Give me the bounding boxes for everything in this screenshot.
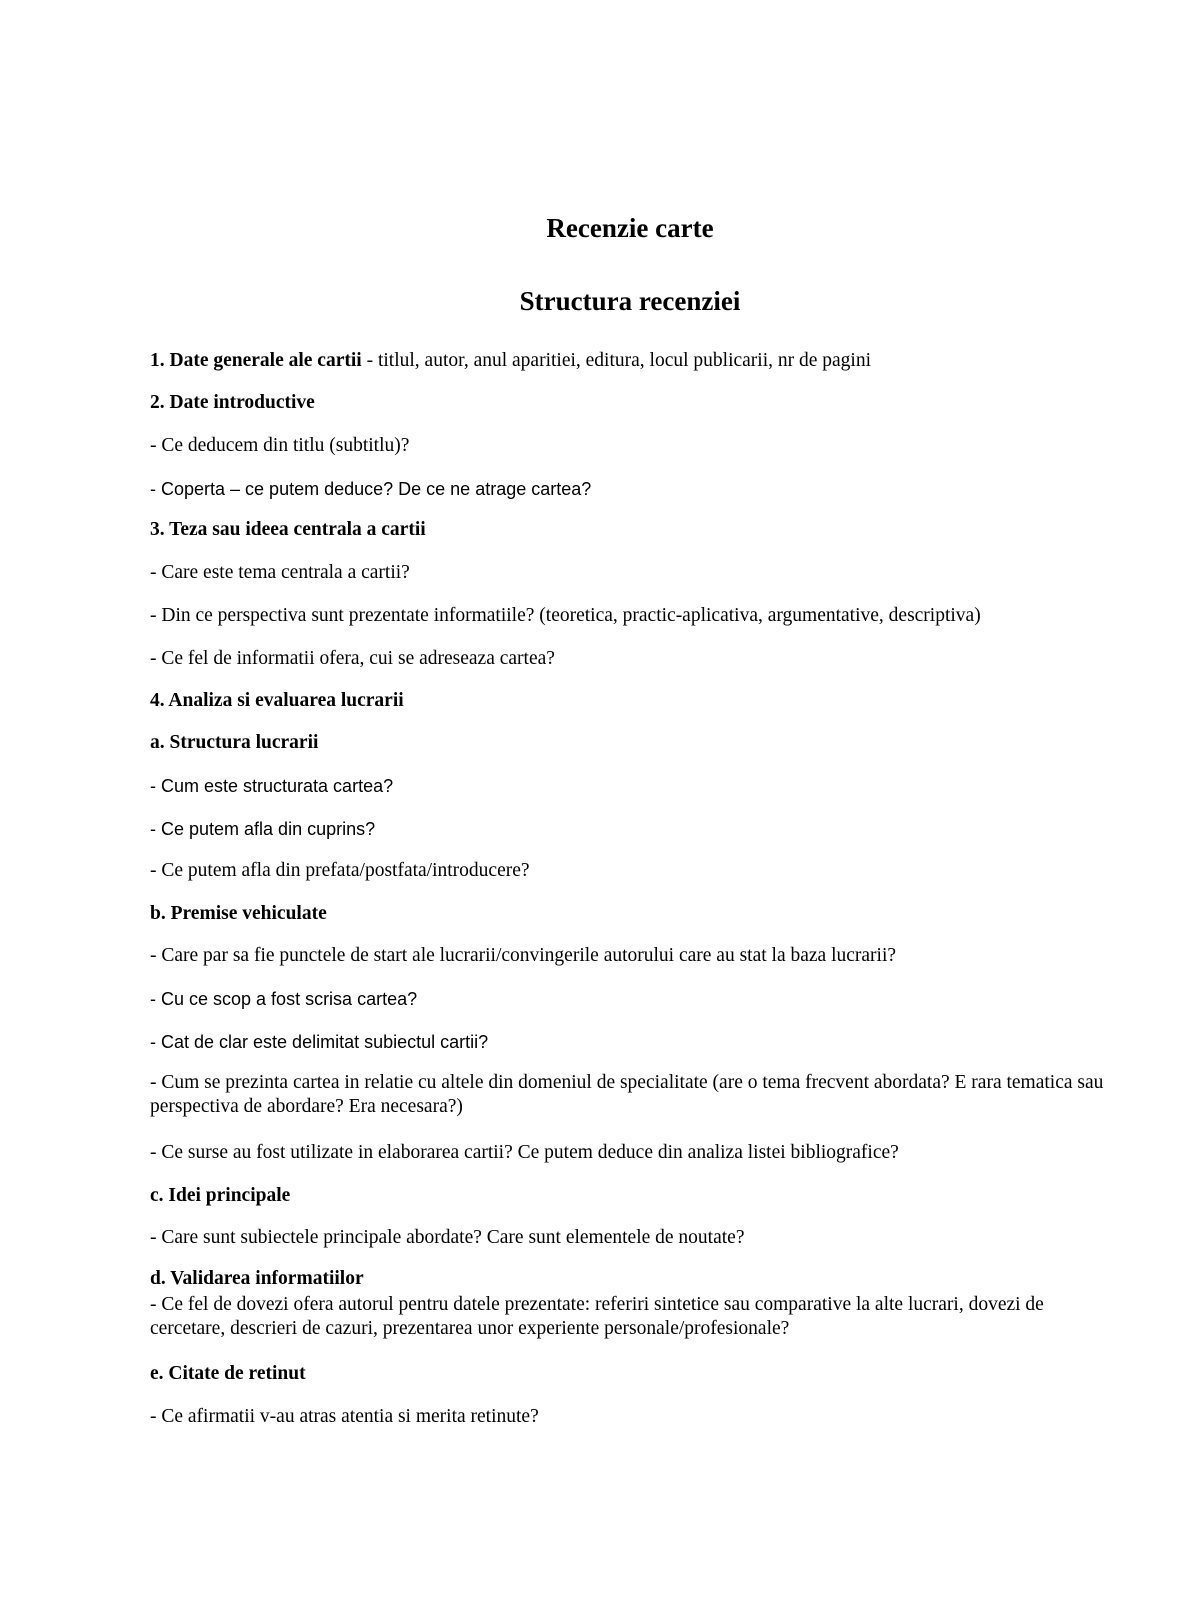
section-3-item: - Ce fel de informatii ofera, cui se adreseaza cartea? (150, 648, 555, 669)
subsection-a-item: - Ce putem afla din prefata/postfata/introducere? (150, 860, 530, 881)
subsection-b-item: - Cum se prezinta cartea in relatie cu altele din domeniul de specialitate (are o tema frecvent abordata? E rara tematica sau perspectiva de abordare? Era necesara?) (150, 1072, 1104, 1117)
subsection-e-heading: e. Citate de retinut (150, 1363, 306, 1384)
section-4-heading: 4. Analiza si evaluarea lucrarii (150, 690, 404, 711)
subsection-a-item: - Ce putem afla din cuprins? (150, 819, 376, 839)
subsection-e-item: - Ce afirmatii v-au atras atentia si merita retinute? (150, 1406, 539, 1427)
section-3-heading: 3. Teza sau ideea centrala a cartii (150, 519, 426, 540)
subsection-c-heading: c. Idei principale (150, 1185, 291, 1206)
subsection-d-heading: d. Validarea informatiilor (150, 1268, 364, 1289)
document-subtitle: Structura recenziei (519, 286, 741, 316)
subsection-c-item: - Care sunt subiectele principale abordate? Care sunt elementele de noutate? (150, 1227, 745, 1248)
subsection-a-heading: a. Structura lucrarii (150, 732, 319, 753)
section-2-heading: 2. Date introductive (150, 392, 315, 413)
section-2-item: - Coperta – ce putem deduce? De ce ne atrage cartea? (150, 479, 592, 499)
section-3-item: - Din ce perspectiva sunt prezentate informatiile? (teoretica, practic-aplicativa, argumentative, descriptiva) (150, 605, 981, 626)
document-title: Recenzie carte (546, 213, 714, 243)
subsection-b-item: - Care par sa fie punctele de start ale lucrarii/convingerile autorului care au stat la baza lucrarii? (150, 945, 897, 966)
subsection-b-heading: b. Premise vehiculate (150, 903, 327, 924)
section-1-heading: 1. Date generale ale cartii (150, 350, 362, 371)
section-1-line (150, 349, 1110, 373)
subsection-d-item: - Ce fel de dovezi ofera autorul pentru datele prezentate: referiri sintetice sau comparative la alte lucrari, dovezi de cercetare, descrieri de cazuri, prezentarea unor experiente personale/profesionale? (150, 1294, 1044, 1339)
section-2-item: - Ce deducem din titlu (subtitlu)? (150, 435, 410, 456)
subsection-b-item: - Cu ce scop a fost scrisa cartea? (150, 989, 418, 1009)
subsection-a-item: - Cum este structurata cartea? (150, 776, 394, 796)
section-1-text: - titlul, autor, anul aparitiei, editura, locul publicarii, nr de pagini (361, 350, 872, 371)
subsection-b-item: - Cat de clar este delimitat subiectul cartii? (150, 1032, 489, 1052)
subsection-b-item: - Ce surse au fost utilizate in elaborarea cartii? Ce putem deduce din analiza listei bibliografice? (150, 1142, 899, 1163)
section-3-item: - Care este tema centrala a cartii? (150, 562, 410, 583)
